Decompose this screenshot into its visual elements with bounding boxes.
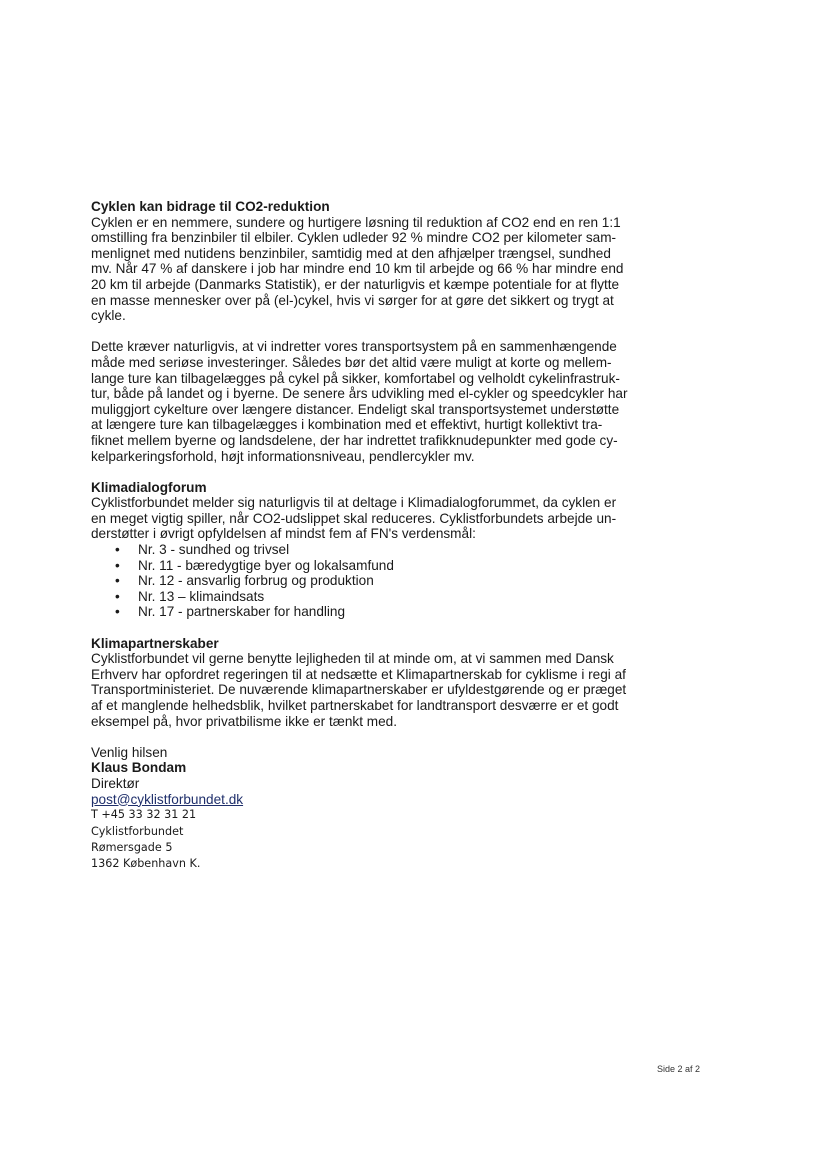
section-spacer — [91, 464, 731, 480]
list-item: • Nr. 11 - bæredygtige byer og lokalsamfund — [91, 558, 731, 574]
paragraph-klimapartner: Cyklistforbundet vil gerne benytte lejligheden til at minde om, at vi sammen med Dansk Erhverv har opfordret regeringen til at nedsætte et Klimapartnerskab for cyklisme i regi af Transportministeriet. De nuværende klimapartnerskaber er ufyldestgørende og er præget af et manglende helhedsblik, hvilket partnerskabet for landtransport desværre er et godt eksempel på, hvor privatbilisme ikke er tænkt med. — [91, 651, 627, 729]
signature-closing: Venlig hilsen — [91, 744, 168, 760]
sdg-list — [91, 542, 731, 620]
signature-org: Cyklistforbundet — [91, 824, 184, 838]
signature-street: Rømersgade 5 — [91, 840, 173, 854]
section-klimapartner — [91, 636, 731, 730]
section-heading-klimadialog: Klimadialogforum — [91, 479, 207, 495]
signature-email-link[interactable]: post@cyklistforbundet.dk — [91, 791, 244, 807]
signature-block — [91, 745, 731, 873]
section-heading-cycling: Cyklen kan bidrage til CO2-reduktion — [91, 199, 330, 214]
signature-name: Klaus Bondam — [91, 760, 187, 776]
paragraph-klimadialog: Cyklistforbundet melder sig naturligvis til at deltage i Klimadialogforummet, da cyklen er en meget vigtig spiller, når CO2-udslippet skal reduceres. Cyklistforbundets arbejde un- derstøtter i øvrigt opfyldelsen af mindst fem af FN's verdensmål: — [91, 495, 617, 542]
paragraph-spacer — [91, 324, 731, 340]
signature-title: Direktør — [91, 775, 140, 791]
letter-body — [91, 199, 731, 873]
signature-phone: T +45 33 32 31 21 — [91, 808, 197, 822]
list-item: • Nr. 12 - ansvarlig forbrug og produktion — [91, 573, 731, 589]
section-cycling — [91, 199, 731, 464]
page-number: Side 2 af 2 — [657, 1064, 701, 1074]
section-heading-klimapartner: Klimapartnerskaber — [91, 635, 219, 651]
paragraph-cycling-2: Dette kræver naturligvis, at vi indretter vores transportsystem på en sammenhængende måde med seriøse investeringer. Således bør det altid være muligt at korte og mellem- lange ture kan tilbagelægges på cykel på sikker, komfortabel og velholdt cykelinfrastruk- tur, både på landet og i byerne. De senere års udvikling med el-cykler og speedcykler har muliggjort cykelture over længere distancer. Endeligt skal transportsystemet understøtte at længere ture kan tilbagelægges i kombination med et effektivt, hurtigt kollektivt tra- fiknet mellem byerne og landsdelene, der har indrettet trafikknudepunkter med gode cy- kelparkeringsforhold, højt informationsniveau, pendlercykler mv. — [91, 339, 628, 464]
list-item: • Nr. 13 – klimaindsats — [91, 589, 731, 605]
paragraph-cycling-1: Cyklen er en nemmere, sundere og hurtigere løsning til reduktion af CO2 end en ren 1:1 omstilling fra benzinbiler til elbiler. Cyklen udleder 92 % mindre CO2 per kilometer sam- menlignet med nutidens benzinbiler, samtidig med at den afhjælper trængsel, sundhed mv. Når 47 % af danskere i job har mindre end 10 km til arbejde og 66 % har mindre end 20 km til arbejde (Danmarks Statistik), er der naturligvis et kæmpe potentiale for at flytte en masse mennesker over på (el-)cykel, hvis vi sørger for at gøre det sikkert og trygt at cykle. — [91, 214, 624, 324]
signature-city: 1362 København K. — [91, 857, 201, 871]
list-item: • Nr. 17 - partnerskaber for handling — [91, 604, 731, 620]
section-spacer — [91, 620, 731, 636]
list-item: • Nr. 3 - sundhed og trivsel — [91, 542, 731, 558]
section-spacer — [91, 729, 731, 745]
section-klimadialog — [91, 480, 731, 620]
